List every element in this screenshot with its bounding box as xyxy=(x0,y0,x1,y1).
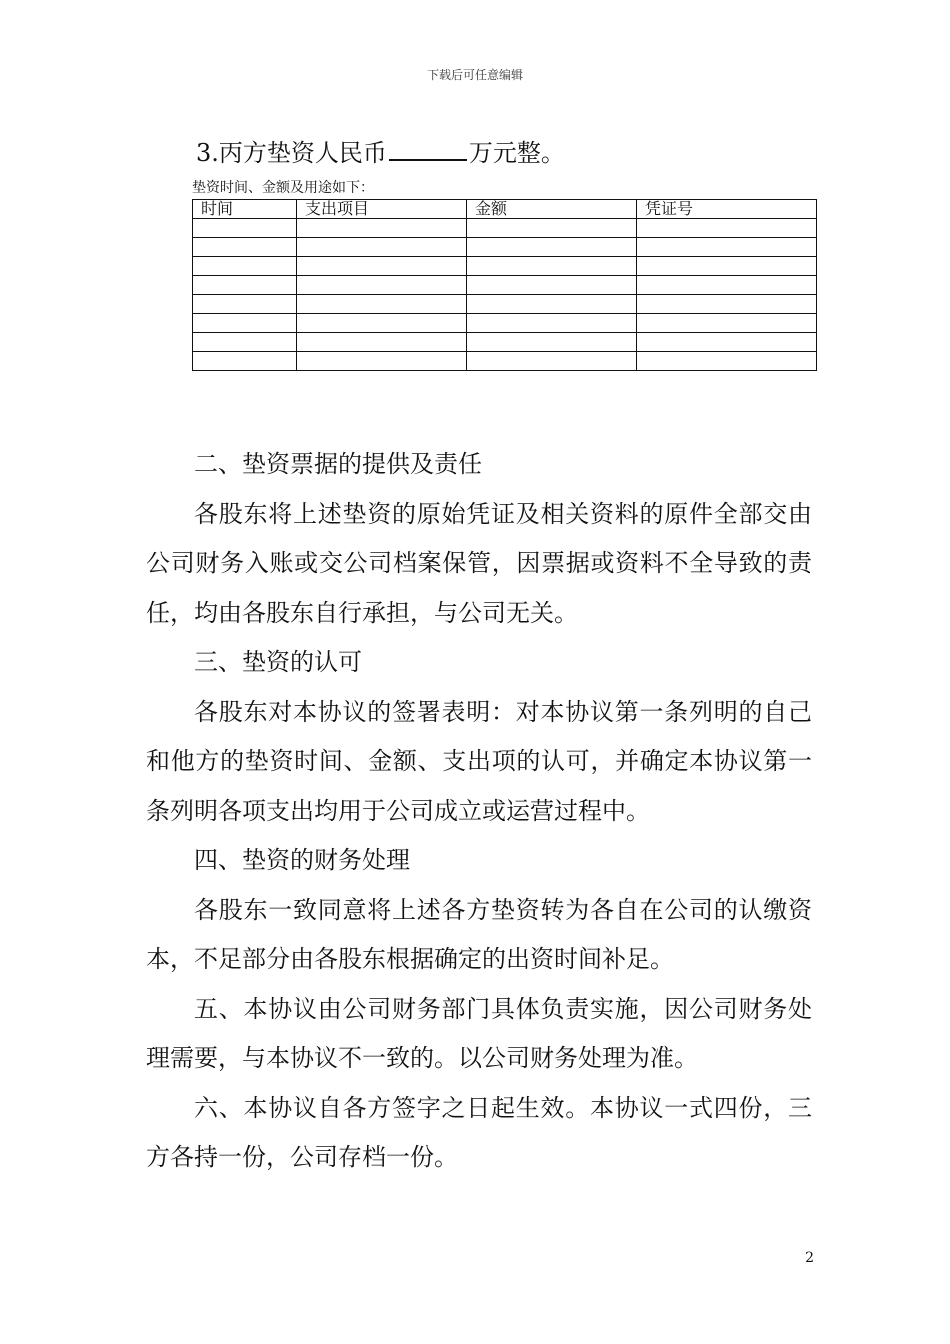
header-note: 下载后可任意编辑 xyxy=(426,68,523,82)
table-cell xyxy=(193,295,297,314)
paragraph-recognition: 各股东对本协议的签署表明：对本协议第一条列明的自己和他方的垫资时间、金额、支出项的认可，并确定本协议第一条列明各项支出均用于公司成立或运营过程中。 xyxy=(146,697,812,825)
table-cell xyxy=(467,314,637,333)
table-cell xyxy=(637,314,817,333)
table-row xyxy=(193,295,817,314)
clause-five: 五、本协议由公司财务部门具体负责实施，因公司财务处理需要，与本协议不一致的。以公司财务处理为准。 xyxy=(146,994,812,1072)
clause-3-line xyxy=(196,133,565,168)
clause-3-suffix: 万元整。 xyxy=(468,139,565,167)
table-cell xyxy=(297,314,467,333)
table-cell xyxy=(467,276,637,295)
table-cell xyxy=(637,295,817,314)
clause-3-prefix: 3.丙方垫资人民币 xyxy=(196,139,387,167)
table-row xyxy=(193,314,817,333)
clause-six: 六、本协议自各方签字之日起生效。本协议一式四份，三方各持一份，公司存档一份。 xyxy=(146,1093,812,1171)
table-cell xyxy=(637,219,817,238)
table-cell xyxy=(637,352,817,371)
table-cell xyxy=(297,219,467,238)
table-row xyxy=(193,257,817,276)
table-row xyxy=(193,352,817,371)
table-row xyxy=(193,238,817,257)
column-header-amount: 金额 xyxy=(467,200,637,219)
amount-blank xyxy=(389,137,467,161)
table-cell xyxy=(467,238,637,257)
table-row xyxy=(193,333,817,352)
table-cell xyxy=(193,219,297,238)
section-heading-receipts: 二、垫资票据的提供及责任 xyxy=(194,450,482,478)
advance-ledger-table xyxy=(192,199,817,371)
table-cell xyxy=(297,276,467,295)
table-cell xyxy=(297,352,467,371)
table-cell xyxy=(637,238,817,257)
table-cell xyxy=(193,314,297,333)
table-cell xyxy=(193,333,297,352)
section-heading-recognition: 三、垫资的认可 xyxy=(194,648,362,676)
page-number: 2 xyxy=(805,1250,814,1266)
paragraph-receipts-responsibility: 各股东将上述垫资的原始凭证及相关资料的原件全部交由公司财务入账或交公司档案保管，因票据或资料不全导致的责任，均由各股东自行承担，与公司无关。 xyxy=(146,499,812,627)
section-heading-financial-treatment: 四、垫资的财务处理 xyxy=(194,846,410,874)
table-cell xyxy=(467,219,637,238)
agreement-body xyxy=(146,440,812,1183)
table-row xyxy=(193,219,817,238)
table-cell xyxy=(637,276,817,295)
table-cell xyxy=(467,352,637,371)
table-cell xyxy=(637,257,817,276)
table-cell xyxy=(193,257,297,276)
table-cell xyxy=(467,257,637,276)
table-cell xyxy=(297,295,467,314)
table-cell xyxy=(467,295,637,314)
paragraph-financial-treatment: 各股东一致同意将上述各方垫资转为各自在公司的认缴资本，不足部分由各股东根据确定的出资时间补足。 xyxy=(146,895,812,973)
table-cell xyxy=(637,333,817,352)
table-cell xyxy=(297,238,467,257)
table-cell xyxy=(193,238,297,257)
table-cell xyxy=(297,333,467,352)
table-cell xyxy=(467,333,637,352)
column-header-voucher-no: 凭证号 xyxy=(637,200,817,219)
table-row xyxy=(193,276,817,295)
table-caption: 垫资时间、金额及用途如下： xyxy=(192,180,374,196)
table-cell xyxy=(193,276,297,295)
column-header-expense-item: 支出项目 xyxy=(297,200,467,219)
column-header-time: 时间 xyxy=(193,200,297,219)
table-cell xyxy=(193,352,297,371)
table-header-row xyxy=(193,200,817,219)
table-cell xyxy=(297,257,467,276)
